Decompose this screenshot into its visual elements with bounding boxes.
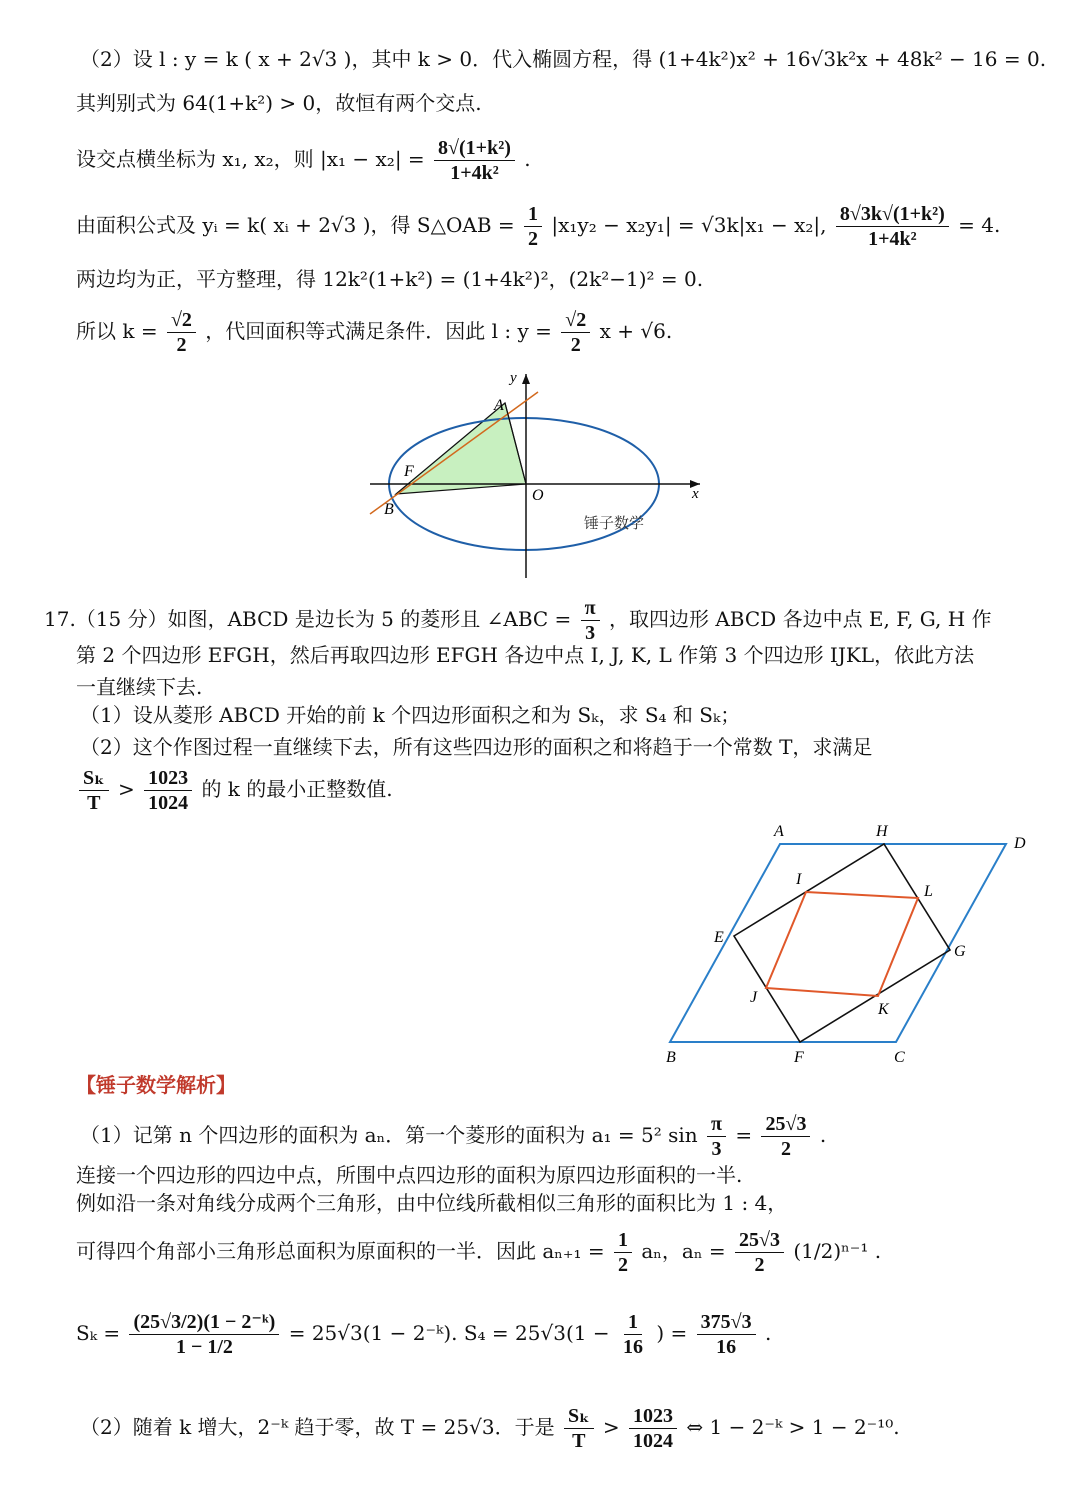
label-o: O xyxy=(532,487,544,504)
label-c: C xyxy=(894,1049,905,1066)
solution-line-2: 其判别式为 64(1+k²) > 0，故恒有两个交点. xyxy=(76,91,482,115)
label-d: D xyxy=(1014,835,1026,852)
solution-line-1: （2）设 l : y = k ( x + 2√3 )，其中 k > 0．代入椭圆方程，得 (1+4k²)x² + 16√3k²x + 48k² − 16 = 0. xyxy=(80,47,1047,71)
label-l: L xyxy=(924,883,933,900)
solution-line-5: 两边均为正，平方整理，得 12k²(1+k²) = (1+4k²)²，(2k²−1)² = 0. xyxy=(76,267,704,291)
solution17-line-5: Sₖ = $\frac{\text{(25√3/2)(1 − 2⁻ᵏ)}}{1 - 1/2}$ = 25√3(1 − 2⁻ᵏ). S₄ = 25√3(1 − $\frac{1}{16}$ ) = $\frac{375√3}{16}$ . xyxy=(76,1311,772,1358)
area-a1-fraction: $\frac{25√3}{2}$ xyxy=(761,1112,810,1161)
solution17-line-4: 可得四个角部小三角形总面积为原面积的一半．因此 aₙ₊₁ = $\frac{1}{2}$ aₙ，aₙ = $\frac{25√3}{2}$ (1/2)ⁿ⁻¹ . xyxy=(76,1229,882,1276)
solution-line-4: 由面积公式及 yᵢ = k( xᵢ + 2√3 )，得 S△OAB = $\frac{1}{2}$ |x₁y₂ − x₂y₁| = √3k|x₁ − x₂|, $\frac{\text{8√3k√(1+k²)}}{\text{1+4k²}}$ = 4. xyxy=(76,203,1001,250)
solution17-heading: 【锤子数学解析】 xyxy=(76,1073,236,1097)
label-b: B xyxy=(384,501,394,518)
label-y: y xyxy=(510,370,517,386)
area-fraction: $\frac{\text{8√3k√(1+k²)}}{\text{1+4k²}}$ xyxy=(836,202,949,251)
label-f: F xyxy=(794,1049,804,1066)
label-f: F xyxy=(404,463,414,480)
ellipse-figure xyxy=(360,366,720,582)
label-a: A xyxy=(774,823,784,840)
angle-fraction: $\frac{\pi}{3}$ xyxy=(581,596,600,645)
problem17-line-1: 17.（15 分）如图，ABCD 是边长为 5 的菱形且 ∠ABC = $\frac{\pi}{3}$ ，取四边形 ABCD 各边中点 E, F, G, H 作 xyxy=(44,597,992,644)
pi-fraction: $\frac{\pi}{3}$ xyxy=(707,1112,726,1161)
ratio-half-fraction: $\frac{1}{2}$ xyxy=(614,1228,632,1277)
k-value-fraction: $\frac{√2}{2}$ xyxy=(167,308,196,357)
quadrilateral-ijkl xyxy=(766,892,918,996)
one-sixteenth-fraction: $\frac{1}{16}$ xyxy=(622,1311,643,1358)
label-i: I xyxy=(796,871,802,888)
half-fraction: $\frac{1}{2}$ xyxy=(524,202,542,251)
label-j: J xyxy=(750,989,758,1006)
problem17-line-2: 第 2 个四边形 EFGH，然后再取四边形 EFGH 各边中点 I, J, K, L 作第 3 个四边形 IJKL，依此方法 xyxy=(76,643,975,667)
label-e: E xyxy=(714,929,724,946)
slope-fraction: $\frac{√2}{2}$ xyxy=(561,308,590,357)
solution-line-6: 所以 k = $\frac{√2}{2}$ ，代回面积等式满足条件．因此 l : y = $\frac{√2}{2}$ x + √6. xyxy=(76,309,673,356)
solution17-line-2: 连接一个四边形的四边中点，所围中点四边形的面积为原四边形面积的一半. xyxy=(76,1163,743,1187)
problem17-question-1: （1）设从菱形 ABCD 开始的前 k 个四边形面积之和为 Sₖ，求 S₄ 和 Sₖ； xyxy=(80,703,741,727)
problem17-line-3: 一直继续下去. xyxy=(76,675,203,699)
label-x: x xyxy=(692,486,699,502)
label-b: B xyxy=(666,1049,676,1066)
y-axis-arrow xyxy=(522,374,530,384)
solution17-line-1: （1）记第 n 个四边形的面积为 aₙ．第一个菱形的面积为 a₁ = 5² sin $\frac{\pi}{3}$ = $\frac{25√3}{2}$ . xyxy=(80,1113,827,1160)
problem17-question-2: （2）这个作图过程一直继续下去，所有这些四边形的面积之和将趋于一个常数 T，求满足 xyxy=(80,735,873,759)
solution-line-3: 设交点横坐标为 x₁, x₂，则 |x₁ − x₂| = $\frac{\text{8√(1+k²)}}{\text{1+4k²}}$ . xyxy=(76,137,531,184)
label-h: H xyxy=(876,823,888,840)
quadrilateral-efgh xyxy=(734,844,950,1042)
solution17-line-6: （2）随着 k 增大，2⁻ᵏ 趋于零，故 T = 25√3．于是 $\frac{\text{Sₖ}}{T}$ > $\frac{1023}{1024}$ ⇔ 1 − 2⁻ᵏ > 1 − 2⁻¹⁰. xyxy=(80,1405,900,1452)
label-k: K xyxy=(878,1001,889,1018)
distance-fraction: $\frac{\text{8√(1+k²)}}{\text{1+4k²}}$ xyxy=(434,136,515,185)
problem17-question-2-cont: $\frac{\text{Sₖ}}{T}$ > $\frac{1023}{1024}$ 的 k 的最小正整数值. xyxy=(76,766,393,815)
an-coefficient-fraction: $\frac{25√3}{2}$ xyxy=(735,1228,784,1277)
watermark: 锤子数学 xyxy=(584,516,645,532)
sk-over-t-fraction: $\frac{\text{Sₖ}}{T}$ xyxy=(564,1404,594,1453)
s4-result-fraction: $\frac{375√3}{16}$ xyxy=(697,1310,756,1359)
threshold-fraction: $\frac{1023}{1024}$ xyxy=(629,1404,677,1453)
solution17-line-3: 例如沿一条对角线分成两个三角形，由中位线所截相似三角形的面积比为 1 : 4， xyxy=(76,1191,788,1215)
target-fraction: $\frac{1023}{1024}$ xyxy=(144,766,192,815)
label-g: G xyxy=(954,943,966,960)
ratio-fraction: $\frac{\text{Sₖ}}{T}$ xyxy=(79,766,109,815)
label-a: A xyxy=(494,397,504,414)
rhombus-figure xyxy=(660,820,1040,1070)
sk-fraction: $\frac{\text{(25√3/2)(1 − 2⁻ᵏ)}}{1 - 1/2}$ xyxy=(129,1310,279,1359)
